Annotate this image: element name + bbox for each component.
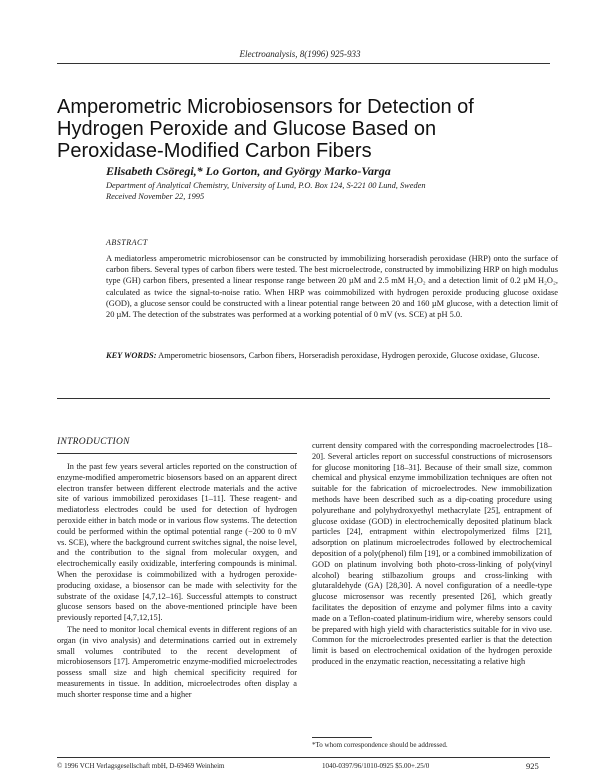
copyright-line: © 1996 VCH Verlagsgesellschaft mbH, D-69469 Weinheim	[57, 762, 225, 770]
footnote: *To whom correspondence should be addressed.	[312, 741, 448, 749]
journal-citation: Electroanalysis, 8(1996) 925-933	[239, 49, 361, 59]
author-list: Elisabeth Csöregi,* Lo Gorton, and György Marko-Varga	[106, 164, 391, 178]
title-line-2: Hydrogen Peroxide and Glucose Based on	[57, 118, 437, 140]
affiliation-address: Department of Analytical Chemistry, University of Lund, P.O. Box 124, S-221 00 Lund, Sweden	[106, 181, 426, 190]
title-line-3: Peroxidase-Modified Carbon Fibers	[57, 140, 372, 162]
body-column-right	[312, 441, 552, 668]
body-column-left	[57, 462, 297, 701]
paragraph: The need to monitor local chemical events in different regions of an organ (in vivo analysis) and determinations carried out in extremely small volumes contributed to the recent development of microbiosensors [17]. Amperometric enzyme-modified microelectrodes possess small size and high chemical specificity required for measurements in tissue. In addition, microelectrodes often display a much shorter response time and a higher	[57, 624, 297, 699]
footnote-rule	[312, 737, 372, 738]
keywords-label: KEY WORDS:	[106, 351, 157, 360]
page-title	[57, 96, 537, 162]
header-rule	[57, 63, 550, 64]
paragraph: current density compared with the corresponding macroelectrodes [18–20]. Several articles report on successful constructions of microsensors for glucose monitoring [18–31]. Because of their small size, common chemical and physical enzyme immobilization techniques are often not suitable for the fabrication of microelectrodes. New immobilization methods have been described such as a dip-coating procedure using polyurethane and polyhydroxyethyl methacrylate [25], entrapment of glucose oxidase (GOD) in electrochemically deposited platinum black particles [24], entrapment within electropolymerized films [21], adsorption on platinum microelectrodes followed by electrochemical deposition of a poly(phenol) film [19], or a combined immobilization of GOD on platinum involving both photo-cross-linking of poly(vinyl alcohol) bearing stilbazolium groups and cross-linking with glutaraldehyde (GA) [28,30]. A novel configuration of a needle-type glucose microsensor was recently presented [26], which greatly facilitates the deposition of enzyme and polymer films into a cavity made on a Teflon-coated platinum-iridium wire, whereby sensors could be prepared with high yield with characteristics suitable for in vivo use. Common for the microelectrodes presented earlier is that the detection limit is based on electrochemical oxidation of the hydrogen peroxide produced in the enzymatic reaction, necessitating a relative high	[312, 441, 552, 666]
received-date: Received November 22, 1995	[106, 192, 205, 201]
title-line-1: Amperometric Microbiosensors for Detection of	[57, 96, 474, 118]
abstract-text: A mediatorless amperometric microbiosensor can be constructed by immobilizing horseradish peroxidase (HRP) onto the surface of carbon fibers. Several types of carbon fibers were tested. The best microelectrode, constructed by immobilizing HRP on high modulus type (GH) carbon fibers, presented a linear response range between 20 µM and 2.5 mM H₂O₂ and a detection limit of 0.2 µM H₂O₂, calculated as twice the signal-to-noise ratio. When HRP was coimmobilized with hydrogen peroxide producing glucose oxidase (GOD), a glucose sensor could be constructed with a linear potential range between 20 and 160 µM glucose, with a detection limit of 20 µM. The detection of the substrates was performed at a working potential of 0 mV (vs. SCE) at pH 5.0.	[106, 254, 558, 320]
keywords-text: Amperometric biosensors, Carbon fibers, Horseradish peroxidase, Hydrogen peroxide, Glucose oxidase, Glucose.	[158, 351, 540, 360]
abstract-heading: ABSTRACT	[106, 238, 148, 247]
paragraph: In the past few years several articles reported on the construction of enzyme-modified amperometric biosensors based on an apparent direct electron transfer between different electrode materials and the active site of various immobilized peroxidases [1–11]. These reagent- and mediatorless electrodes could be used for detection of hydrogen peroxide either in batch mode or in various flow systems. The detection could be performed within the optimal potential range (−200 to 0 mV vs. SCE), where the background current switches signal, the noise level, and the contribution to the signal from molecular oxygen, and electrochemically easily oxidizable, interfering compounds is minimal. When the peroxidase is coimmobilized with a hydrogen peroxide-producing oxidase, a biosensor can be made with selectivity for the substrate of the oxidase [4,7,12–16]. Successful attempts to construct glucose sensors based on the above-mentioned principle have been previously reported [4,7,12,15].	[57, 462, 297, 623]
issn-code: 1040-0397/96/1010-0925 $5.00+.25/0	[322, 762, 430, 770]
keywords	[106, 350, 558, 361]
page-number: 925	[526, 761, 539, 771]
abstract-rule	[57, 398, 550, 399]
affiliation	[106, 180, 556, 202]
footer-rule	[57, 757, 550, 758]
section-rule	[57, 453, 297, 454]
section-heading: INTRODUCTION	[57, 437, 130, 447]
